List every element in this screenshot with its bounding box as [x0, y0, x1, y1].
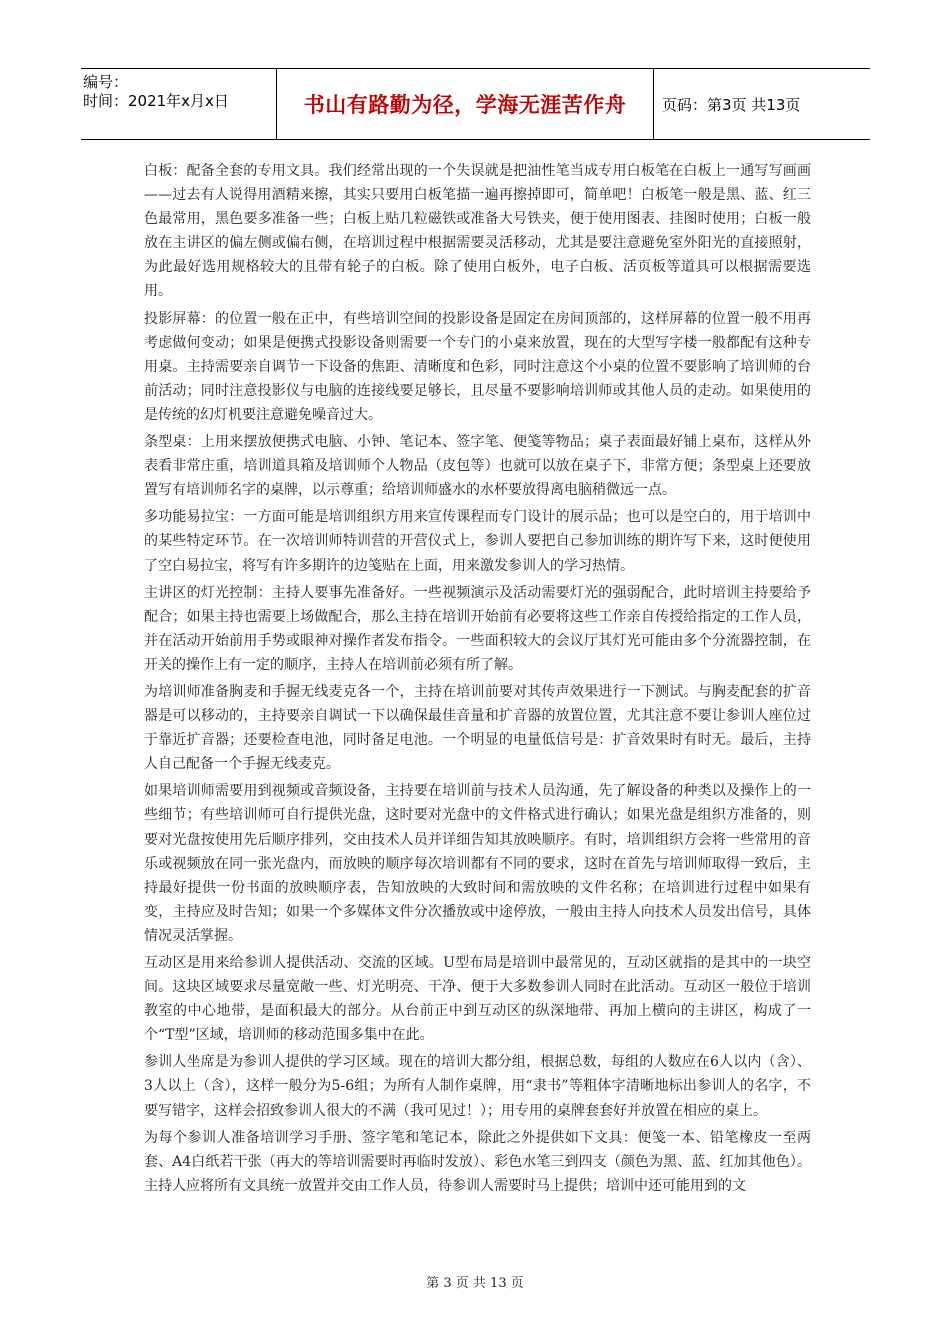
paragraph: 投影屏幕：的位置一般在正中，有些培训空间的投影设备是固定在房间顶部的，这样屏幕的位置一般不用再考虑做何变动；如果是便携式投影设备则需要一个专门的小桌来放置，现在的大型写字楼一般都配有这种专用桌。主持需要亲自调节一下设备的焦距、清晰度和色彩，同时注意这个小桌的位置不要影响了培训师的台前活动；同时注意投影仪与电脑的连接线要足够长，且尽量不要影响培训师或其他人员的走动。如果使用的是传统的幻灯机要注意避免噪音过大。: [144, 310, 811, 423]
paragraph: 如果培训师需要用到视频或音频设备，主持要在培训前与技术人员沟通，先了解设备的种类以及操作上的一些细节；有些培训师可自行提供光盘，这时要对光盘中的文件格式进行确认；如果光盘是组织方准备的，则要对光盘按使用先后顺序排列，交由技术人员并详细告知其放映顺序。有时，培训组织方会将一些常用的音乐或视频放在同一张光盘内，而放映的顺序每次培训都有不同的要求，这时在首先与培训师取得一致后，主持最好提供一份书面的放映顺序表，告知放映的大致时间和需放映的文件名称；在培训进行过程中如果有变，主持应及时告知；如果一个多媒体文件分次播放或中途停放，一般由主持人向技术人员发出信号，具体情况灵活掌握。: [144, 783, 811, 944]
doc-number-label: 编号：: [83, 73, 129, 91]
paragraph: 主讲区的灯光控制：主持人要事先准备好。一些视频演示及活动需要灯光的强弱配合，此时培训主持要给予配合；如果主持也需要上场做配合，那么主持在培训开始前有必要将这些工作亲自传授给指定的工作人员，并在活动开始前用手势或眼神对操作者发布指令。一些面积较大的会议厅其灯光可能由多个分流器控制，在开关的操作上有一定的顺序，主持人在培训前必须有所了解。: [144, 584, 811, 673]
header-motto: 书山有路勤为径，学海无涯苦作舟: [303, 93, 627, 117]
paragraph: 参训人坐席是为参训人提供的学习区域。现在的培训大都分组，根据总数，每组的人数应在6人以内（含）、3人以上（含），这样一般分为5-6组；为所有人制作桌牌，用“隶书”等粗体字清晰地标出参训人的名字，不要写错字，这样会招致参训人很大的不满（我可见过！）；用专用的桌牌套套好并放置在相应的桌上。: [144, 1054, 811, 1119]
header-meta: [81, 69, 277, 139]
document-body: [144, 159, 811, 1201]
page-footer: [0, 1272, 950, 1291]
header-page-info: 页码：第3页 共13页: [662, 95, 801, 114]
paragraph: 为每个参训人准备培训学习手册、签字笔和笔记本，除此之外提供如下文具：便笺一本、铅笔橡皮一至两套、A4白纸若干张（再大的等培训需要时再临时发放）、彩色水笔三到四支（颜色为黑、蓝、红加其他色）。主持人应将所有文具统一放置并交由工作人员，待参训人需要时马上提供；培训中还可能用到的文: [144, 1129, 811, 1194]
doc-date-label: 时间：2021年x月x日: [83, 92, 229, 110]
footer-page-number: 第 3 页 共 13 页: [426, 1276, 524, 1291]
header-motto-cell: [277, 69, 654, 139]
header-page-cell: [654, 69, 870, 139]
paragraph: 多功能易拉宝：一方面可能是培训组织方用来宣传课程而专门设计的展示品；也可以是空白的，用于培训中的某些特定环节。在一次培训师特训营的开营仪式上，参训人要把自己参加训练的期许写下来，这时便使用了空白易拉宝，将写有许多期许的边笺贴在上面，用来激发参训人的学习热情。: [144, 509, 811, 574]
page-header: [81, 68, 870, 140]
paragraph: 白板：配备全套的专用文具。我们经常出现的一个失误就是把油性笔当成专用白板笔在白板上一通写写画画——过去有人说得用酒精来擦，其实只要用白板笔描一遍再擦掉即可，简单吧！白板笔一般是黑、蓝、红三色最常用，黑色要多准备一些；白板上贴几粒磁铁或准备大号铁夹，便于使用图表、挂图时使用；白板一般放在主讲区的偏左侧或偏右侧，在培训过程中根据需要灵活移动，尤其是要注意避免室外阳光的直接照射，为此最好选用规格较大的且带有轮子的白板。除了使用白板外，电子白板、活页板等道具可以根据需要选用。: [144, 163, 811, 300]
paragraph: 条型桌：上用来摆放便携式电脑、小钟、笔记本、签字笔、便笺等物品；桌子表面最好铺上桌布，这样从外表看非常庄重，培训道具箱及培训师个人物品（皮包等）也就可以放在桌子下，非常方便；条型桌上还要放置写有培训师名字的桌牌，以示尊重；给培训师盛水的水杯要放得离电脑稍微远一点。: [144, 434, 811, 499]
paragraph: 为培训师准备胸麦和手握无线麦克各一个，主持在培训前要对其传声效果进行一下测试。与胸麦配套的扩音器是可以移动的，主持要亲自调试一下以确保最佳音量和扩音器的放置位置，尤其注意不要让参训人座位过于靠近扩音器；还要检查电池，同时备足电池。一个明显的电量低信号是：扩音效果时有时无。最后，主持人自己配备一个手握无线麦克。: [144, 683, 811, 773]
paragraph: 互动区是用来给参训人提供活动、交流的区域。U型布局是培训中最常见的，互动区就指的是其中的一块空间。这块区域要求尽量宽敞一些、灯光明亮、干净、便于大多数参训人同时在此活动。互动区一般位于培训教室的中心地带，是面积最大的部分。从台前正中到互动区的纵深地带、再加上横向的主讲区，构成了一个“T型”区域，培训师的移动范围多集中在此。: [144, 955, 811, 1044]
